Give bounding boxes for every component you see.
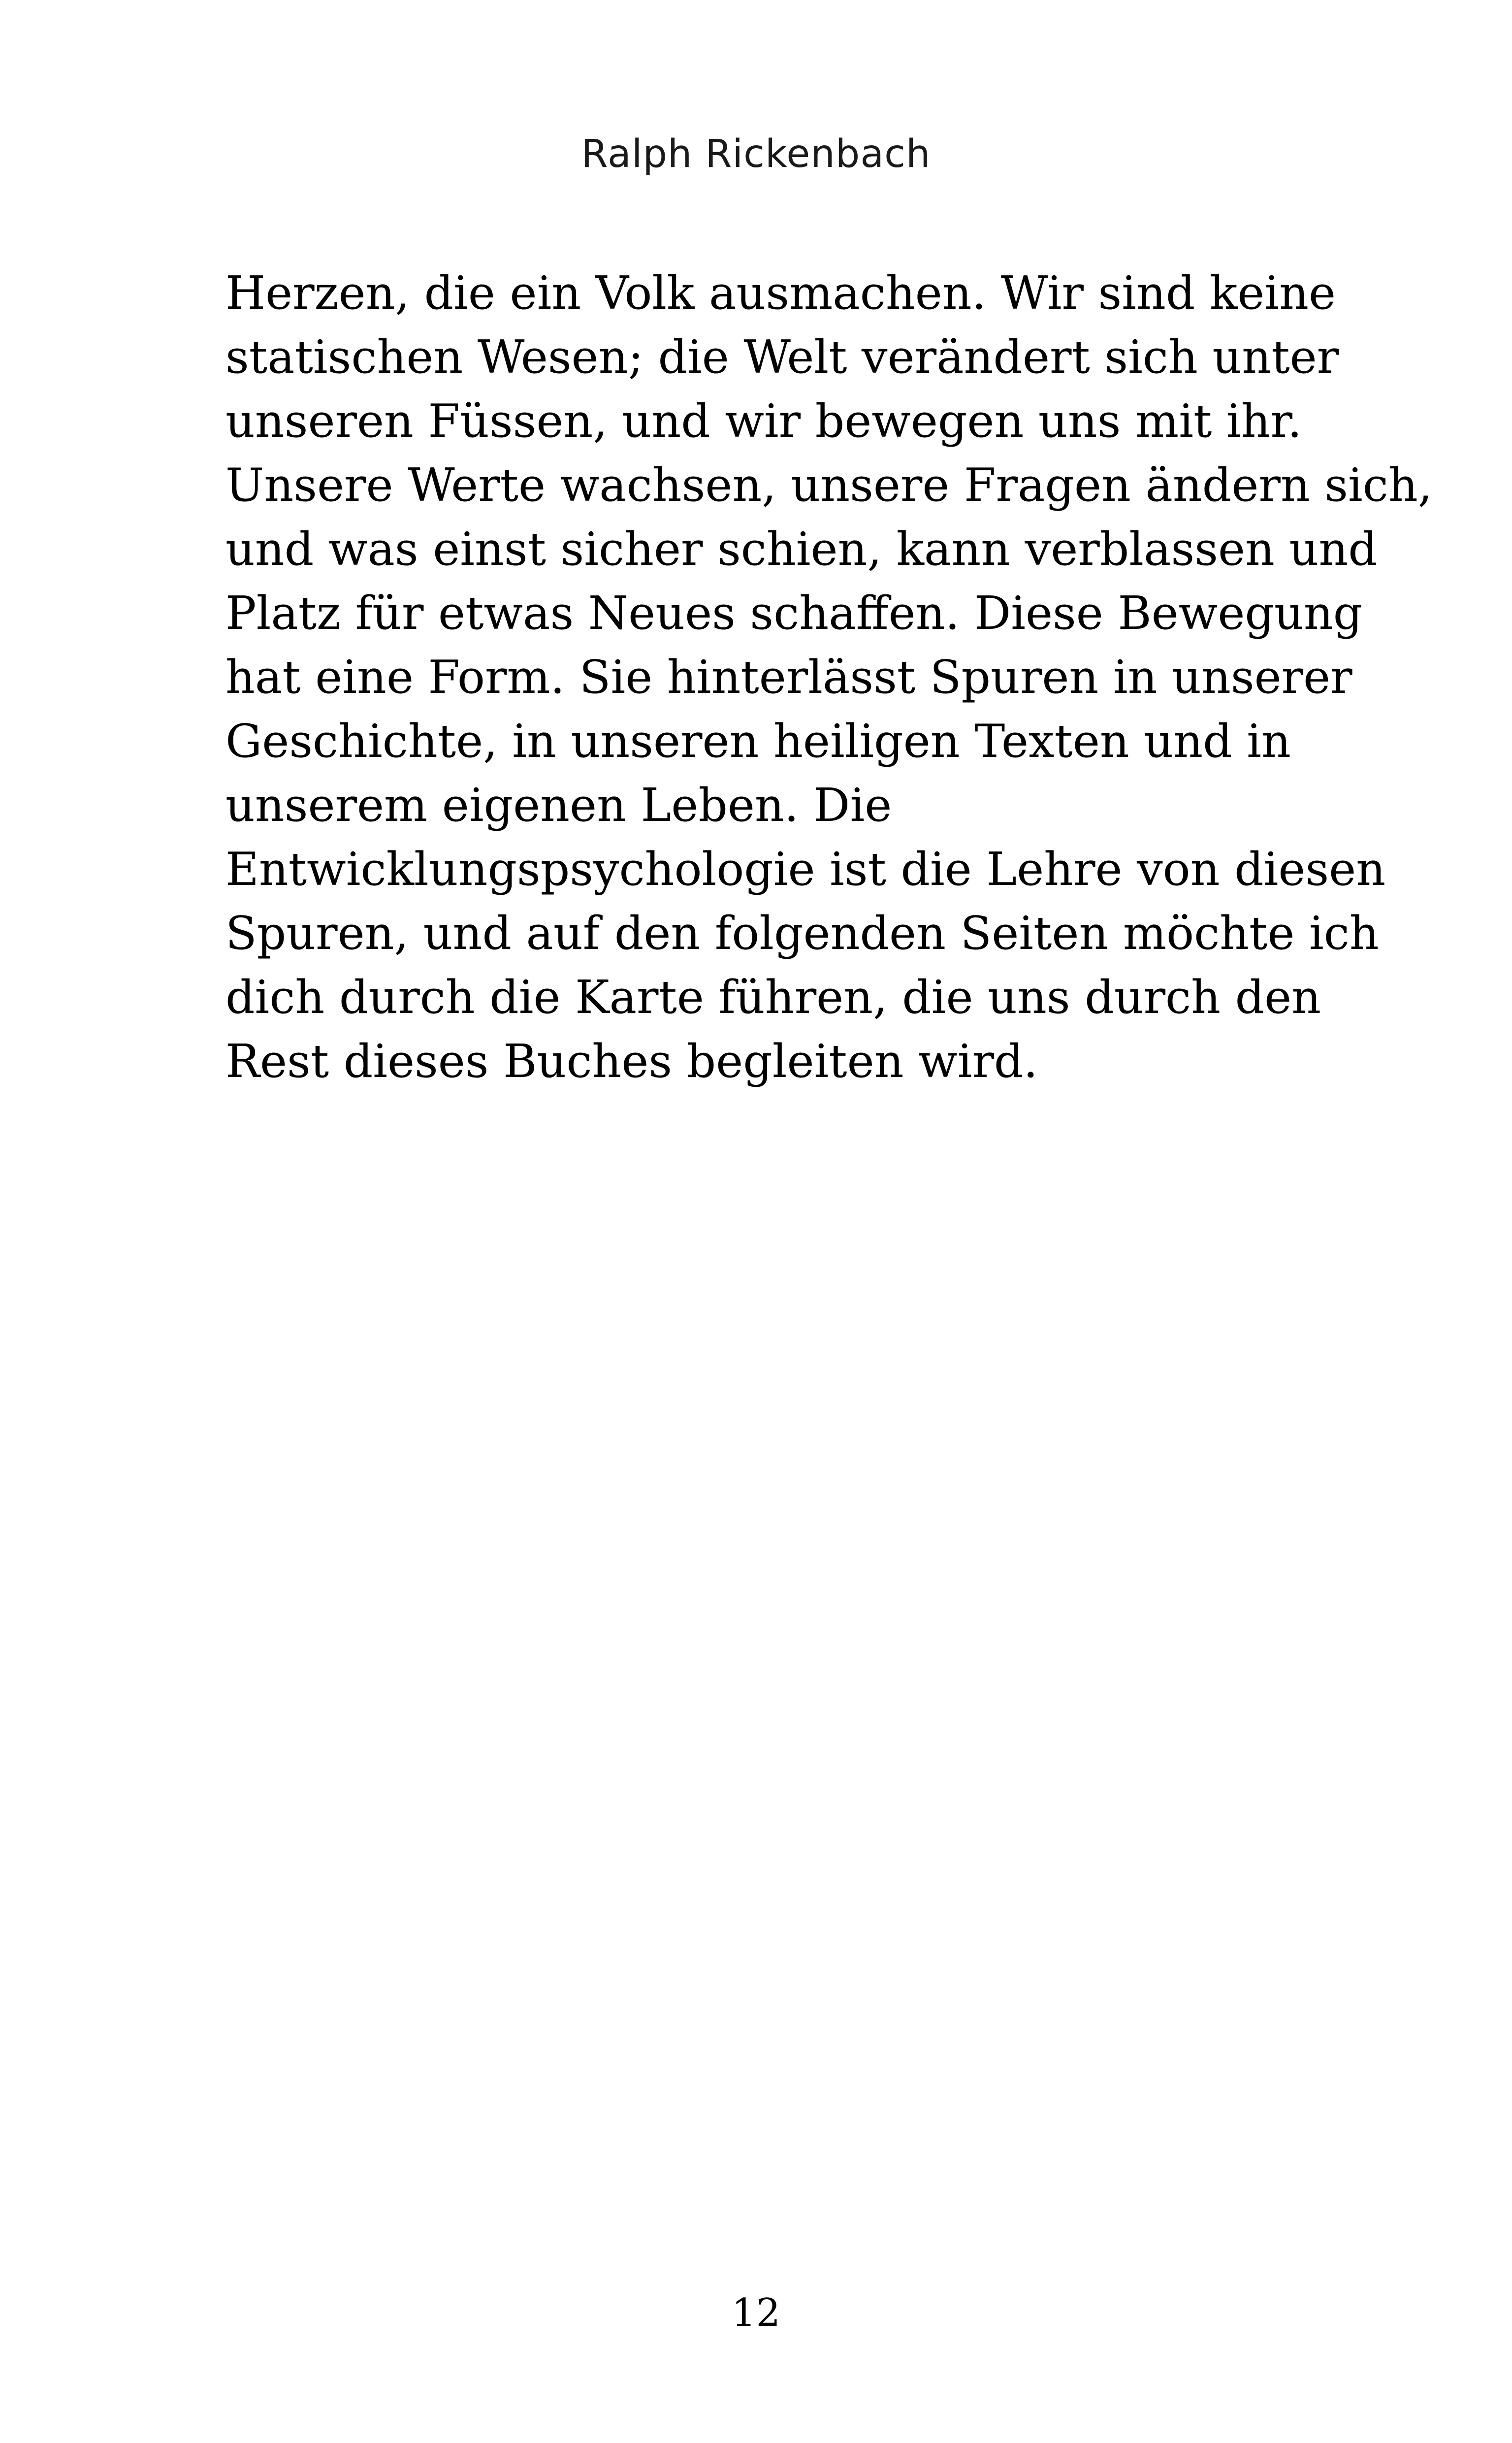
text-line: Geschichte, in unseren heiligen Texten und in <box>225 715 1291 768</box>
text-line: dich durch die Karte führen, die uns durch den <box>225 971 1321 1024</box>
page-number: 12 <box>731 2291 781 2335</box>
text-line: Spuren, und auf den folgenden Seiten möchte ich <box>225 907 1379 960</box>
text-line: Platz für etwas Neues schaffen. Diese Bewegung <box>225 586 1363 640</box>
running-header-author: Ralph Rickenbach <box>581 132 931 176</box>
text-line: Entwicklungspsychologie ist die Lehre von diesen <box>225 843 1386 896</box>
text-line: hat eine Form. Sie hinterlässt Spuren in unserer <box>225 651 1352 704</box>
body-paragraph <box>225 261 1433 1093</box>
text-line: Herzen, die ein Volk ausmachen. Wir sind keine <box>225 266 1336 320</box>
text-line: und was einst sicher schien, kann verblassen und <box>225 522 1378 576</box>
text-line: Unsere Werte wachsen, unsere Fragen ändern sich, <box>225 458 1433 512</box>
text-line: Rest dieses Buches begleiten wird. <box>225 1035 1038 1088</box>
text-line: unserem eigenen Leben. Die <box>225 779 892 832</box>
text-line: statischen Wesen; die Welt verändert sich unter <box>225 330 1339 384</box>
text-line: unseren Füssen, und wir bewegen uns mit ihr. <box>225 394 1302 448</box>
